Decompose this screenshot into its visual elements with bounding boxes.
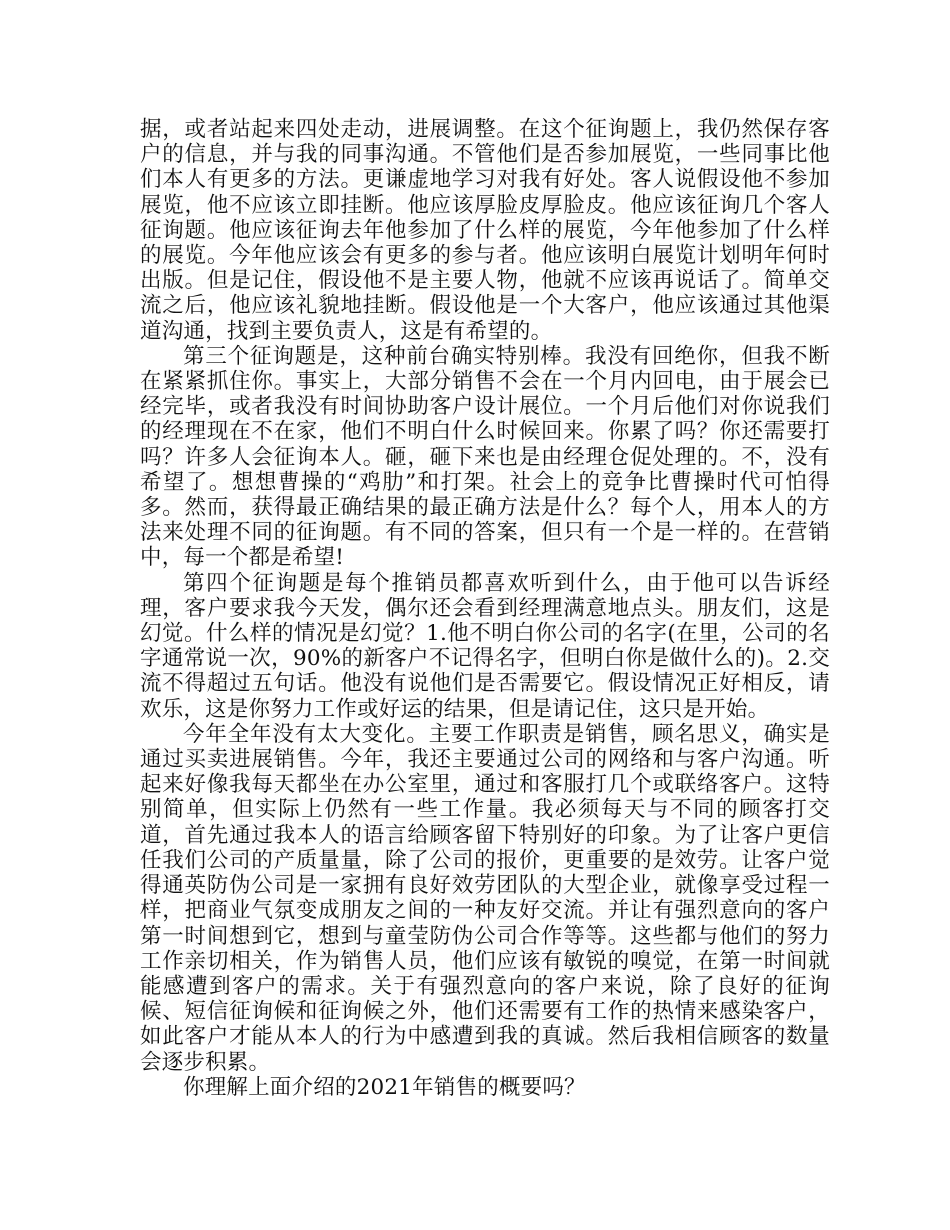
paragraph-closing-question: 你理解上面介绍的2021年销售的概要吗？: [183, 1074, 586, 1100]
paragraph-year-summary: 今年全年没有太大变化。主要工作职责是销售，顾名思义，确实是通过买卖进展销售。今年，我还主要通过公司的网络和与客户沟通。听起来好像我每天都坐在办公室里，通过和客服打几个或联络客户。这特别简单，但实际上仍然有一些工作量。我必须每天与不同的顾客打交道，首先通过我本人的语言给顾客留下特别好的印象。为了让客户更信任我们公司的产质量量，除了公司的报价，更重要的是效劳。让客户觉得通英防伪公司是一家拥有良好效劳团队的大型企业，就像享受过程一样，把商业气氛变成朋友之间的一种友好交流。并让有强烈意向的客户第一时间想到它，想到与童莹防伪公司合作等等。这些都与他们的努力工作亲切相关，作为销售人员，他们应该有敏锐的嗅觉，在第一时间就能感遭到客户的需求。关于有强烈意向的客户来说，除了良好的征询候、短信征询候和征询候之外，他们还需要有工作的热情来感染客户，如此客户才能从本人的行为中感遭到我的真诚。然后我相信顾客的数量会逐步积累。: [140, 721, 830, 1075]
paragraph-fourth-question: 第四个征询题是每个推销员都喜欢听到什么，由于他可以告诉经理，客户要求我今天发，偶尔还会看到经理满意地点头。朋友们，这是幻觉。什么样的情况是幻觉？1.他不明白你公司的名字(在里，公司的名字通常说一次，90%的新客户不记得名字，但明白你是做什么的)。2.交流不得超过五句话。他没有说他们是否需要它。假设情况正好相反，请欢乐，这是你努力工作或好运的结果，但是请记住，这只是开始。: [140, 570, 830, 722]
document-page: [140, 117, 830, 1100]
paragraph-continuation: 据，或者站起来四处走动，进展调整。在这个征询题上，我仍然保存客户的信息，并与我的同事沟通。不管他们是否参加展览，一些同事比他们本人有更多的方法。更谦虚地学习对我有好处。客人说假设他不参加展览，他不应该立即挂断。他应该厚脸皮厚脸皮。他应该征询几个客人征询题。他应该征询去年他参加了什么样的展览，今年他参加了什么样的展览。今年他应该会有更多的参与者。他应该明白展览计划明年何时出版。但是记住，假设他不是主要人物，他就不应该再说话了。简单交流之后，他应该礼貌地挂断。假设他是一个大客户，他应该通过其他渠道沟通，找到主要负责人，这是有希望的。: [140, 117, 830, 344]
paragraph-third-question: 第三个征询题是，这种前台确实特别棒。我没有回绝你，但我不断在紧紧抓住你。事实上，大部分销售不会在一个月内回电，由于展会已经完毕，或者我没有时间协助客户设计展位。一个月后他们对你说我们的经理现在不在家，他们不明白什么时候回来。你累了吗？你还需要打吗？许多人会征询本人。砸，砸下来也是由经理仓促处理的。不，没有希望了。想想曹操的“鸡肋”和打架。社会上的竞争比曹操时代可怕得多。然而，获得最正确结果的最正确方法是什么？每个人，用本人的方法来处理不同的征询题。有不同的答案，但只有一个是一样的。在营销中，每一个都是希望!: [140, 343, 830, 571]
